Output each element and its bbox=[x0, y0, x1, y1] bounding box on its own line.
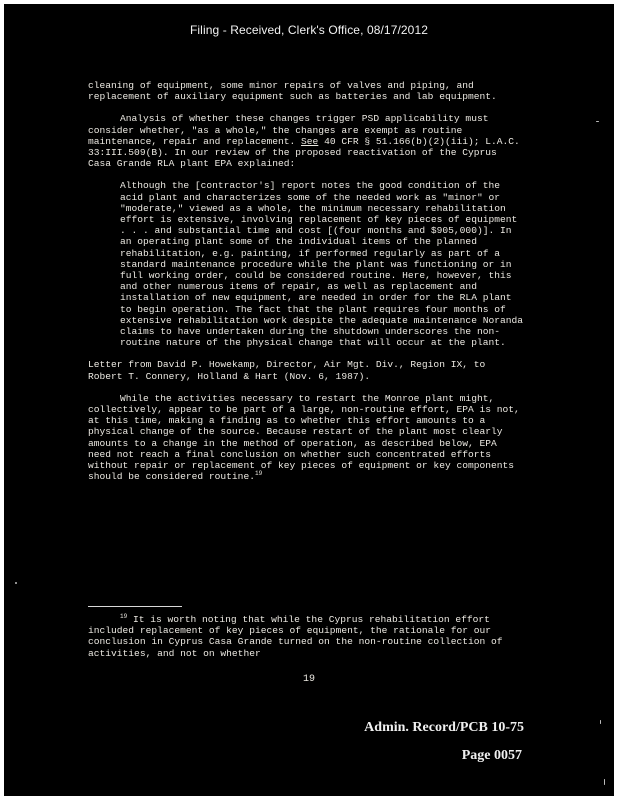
scan-speck bbox=[596, 121, 599, 122]
footnote-text: It is worth noting that while the Cyprus rehabilitation effort included replacement of key pieces of equipment, the rationale for our conclusion in Cyprus Casa Grande turned on the non-routine collection of activities, and not on whether bbox=[88, 614, 503, 659]
paragraph-3 bbox=[88, 393, 524, 483]
footnote-number: 19 bbox=[120, 613, 128, 620]
body-text bbox=[88, 80, 524, 494]
see-signal: See bbox=[301, 135, 319, 147]
paragraph-3-text: While the activities necessary to restart the Monroe plant might, collectively, appear to be part of a large, non-routine effort, EPA is not, at this time, making a finding as to whether this effort amounts to a physical change of the source. Because restart of the plant most clearly amounts to a change in the method of operation, as described below, EPA need not reach a final conclusion on whether such concentrated efforts without repair or replacement of key pieces of equipment or key components should be considered routine. bbox=[88, 392, 520, 483]
admin-record-page: Page 0057 bbox=[461, 748, 522, 763]
scan-speck bbox=[600, 720, 601, 724]
footnote-19 bbox=[88, 614, 524, 659]
citation: Letter from David P. Howekamp, Director, Air Mgt. Div., Region IX, to Robert T. Connery, Holland & Hart (Nov. 6, 1987). bbox=[88, 359, 486, 382]
admin-record-label: Admin. Record/PCB 10-75 bbox=[364, 720, 524, 735]
footnote-ref-19: 19 bbox=[254, 470, 263, 478]
scan-speck bbox=[604, 779, 605, 785]
paragraph-2-text-a: Analysis of whether these changes trigger PSD applicability must consider whether, "as a whole," the changes are exempt as routine maintenance, repair and replacement. bbox=[88, 113, 489, 147]
paragraph-1: cleaning of equipment, some minor repairs of valves and piping, and replacement of auxiliary equipment such as batteries and lab equipment. bbox=[88, 80, 497, 103]
block-quote: Although the [contractor's] report notes the good condition of the acid plant and characterizes some of the needed work as "minor" or "moderate," viewed as a whole, the minimum necessary rehabilitation effort is extensive, involving replacement of key pieces of equipment . . . and substantial time and cost [(four months and $905,000)]. In an operating plant some of the individual items of the planned rehabilitation, e.g. painting, if performed regularly as part of a standard maintenance procedure while the plant was functioning or in full working order, could be considered routine. Here, however, this and other numerous items of repair, as well as replacement and installation of new equipment, are needed in order for the RLA plant to begin operation. The fact that the plant requires four months of extensive rehabilitation work despite the adequate maintenance Noranda claims to have undertaken during the shutdown underscores the non-routine nature of the physical change that will occur at the plant. bbox=[120, 180, 524, 349]
paragraph-2-text-b: 40 CFR § 51.166(b)(2)(iii); L.A.C. 33:III.509(B). In our review of the proposed reactivation of the Cyprus Casa Grande RLA plant EPA explained: bbox=[88, 135, 520, 170]
scan-speck bbox=[15, 582, 17, 584]
paragraph-2 bbox=[88, 113, 524, 169]
filing-stamp: Filing - Received, Clerk's Office, 08/17/2012 bbox=[189, 23, 428, 37]
document-page bbox=[4, 4, 614, 796]
page-number: 19 bbox=[302, 674, 315, 685]
footnote-separator bbox=[88, 606, 182, 607]
